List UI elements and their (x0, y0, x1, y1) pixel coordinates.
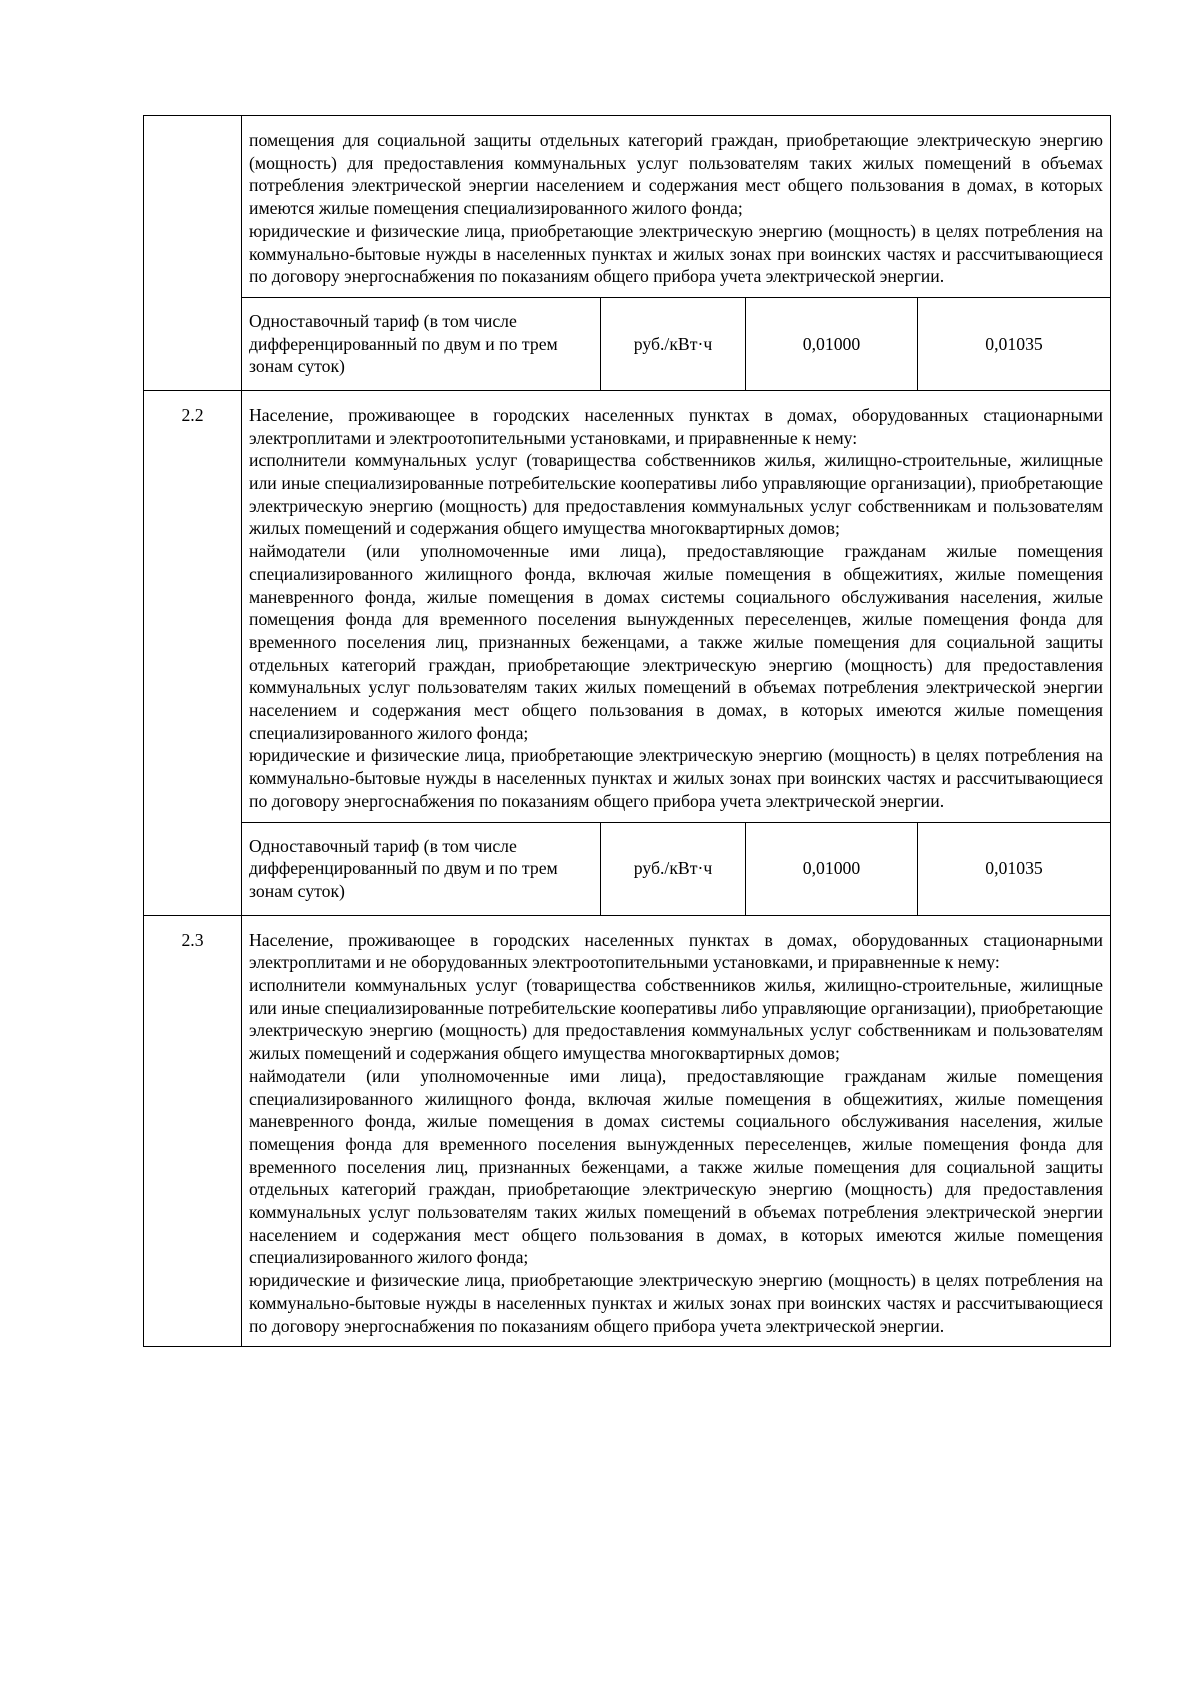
description-paragraph: Население, проживающее в городских населенных пунктах в домах, оборудованных стационарными электроплитами и не оборудованных электроотопительными установками, и приравненные к нему: (249, 929, 1104, 973)
category-row (144, 915, 1111, 1347)
row-number: 2.2 (144, 390, 242, 915)
description-paragraph: исполнители коммунальных услуг (товарищества собственников жилья, жилищно-строительные, жилищные или иные специализированные потребительские кооперативы либо управляющие организации), приобретающие электрическую энергию (мощность) для предоставления коммунальных услуг собственникам и пользователям жилых помещений и содержания общего имущества многоквартирных домов; (249, 450, 1104, 539)
category-row (144, 116, 1111, 298)
description-paragraph: наймодатели (или уполномоченные ими лица), предоставляющие гражданам жилые помещения специализированного жилищного фонда, включая жилые помещения в общежитиях, жилые помещения маневренного фонда, жилые помещения в домах системы социального обслуживания населения, жилые помещения фонда для временного поселения вынужденных переселенцев, жилые помещения фонда для временного поселения лиц, признанных беженцами, а также жилые помещения для социальной защиты отдельных категорий граждан, приобретающие электрическую энергию (мощность) для предоставления коммунальных услуг пользователям таких жилых помещений в объемах потребления электрической энергии населением и содержания мест общего пользования в домах, в которых имеются жилые помещения специализированного жилого фонда; (249, 1065, 1104, 1268)
row-number (144, 116, 242, 391)
tariff-name: Одноставочный тариф (в том числе дифференцированный по двум и по трем зонам суток) (242, 297, 601, 390)
description-paragraph: наймодатели (или уполномоченные ими лица), предоставляющие гражданам жилые помещения специализированного жилищного фонда, включая жилые помещения в общежитиях, жилые помещения маневренного фонда, жилые помещения в домах системы социального обслуживания населения, жилые помещения фонда для временного поселения вынужденных переселенцев, жилые помещения фонда для временного поселения лиц, признанных беженцами, а также жилые помещения для социальной защиты отдельных категорий граждан, приобретающие электрическую энергию (мощность) для предоставления коммунальных услуг пользователям таких жилых помещений в объемах потребления электрической энергии населением и содержания мест общего пользования в домах, в которых имеются жилые помещения специализированного жилого фонда; (249, 541, 1104, 743)
category-description (242, 915, 1111, 1347)
tariff-name: Одноставочный тариф (в том числе дифференцированный по двум и по трем зонам суток) (242, 822, 601, 915)
tariff-row (144, 297, 1111, 390)
description-paragraph: помещения для социальной защиты отдельных категорий граждан, приобретающие электрическую энергию (мощность) для предоставления коммунальных услуг пользователям таких жилых помещений в объемах потребления электрической энергии населением и содержания мест общего пользования в домах, в которых имеются жилые помещения специализированного жилого фонда; (249, 130, 1104, 219)
category-description (242, 390, 1111, 822)
description-paragraph: Население, проживающее в городских населенных пунктах в домах, оборудованных стационарными электроплитами и электроотопительными установками, и приравненные к нему: (249, 404, 1104, 448)
description-paragraph: юридические и физические лица, приобретающие электрическую энергию (мощность) в целях потребления на коммунально-бытовые нужды в населенных пунктах и жилых зонах при воинских частях и рассчитывающиеся по договору энергоснабжения по показаниям общего прибора учета электрической энергии. (249, 745, 1104, 811)
category-row (144, 390, 1111, 822)
tariff-value-1: 0,01000 (746, 822, 918, 915)
description-paragraph: исполнители коммунальных услуг (товарищества собственников жилья, жилищно-строительные, жилищные или иные специализированные потребительские кооперативы либо управляющие организации), приобретающие электрическую энергию (мощность) для предоставления коммунальных услуг собственникам и пользователям жилых помещений и содержания общего имущества многоквартирных домов; (249, 974, 1104, 1064)
row-number: 2.3 (144, 915, 242, 1347)
tariff-value-2: 0,01035 (918, 297, 1111, 390)
tariff-row (144, 822, 1111, 915)
description-paragraph: юридические и физические лица, приобретающие электрическую энергию (мощность) в целях потребления на коммунально-бытовые нужды в населенных пунктах и жилых зонах при воинских частях и рассчитывающиеся по договору энергоснабжения по показаниям общего прибора учета электрической энергии. (249, 1270, 1104, 1336)
tariff-value-2: 0,01035 (918, 822, 1111, 915)
tariff-value-1: 0,01000 (746, 297, 918, 390)
tariff-table (143, 115, 1111, 1347)
tariff-unit: руб./кВт·ч (601, 822, 746, 915)
category-description (242, 116, 1111, 298)
tariff-unit: руб./кВт·ч (601, 297, 746, 390)
description-paragraph: юридические и физические лица, приобретающие электрическую энергию (мощность) в целях потребления на коммунально-бытовые нужды в населенных пунктах и жилых зонах при воинских частях и рассчитывающиеся по договору энергоснабжения по показаниям общего прибора учета электрической энергии. (249, 220, 1104, 287)
